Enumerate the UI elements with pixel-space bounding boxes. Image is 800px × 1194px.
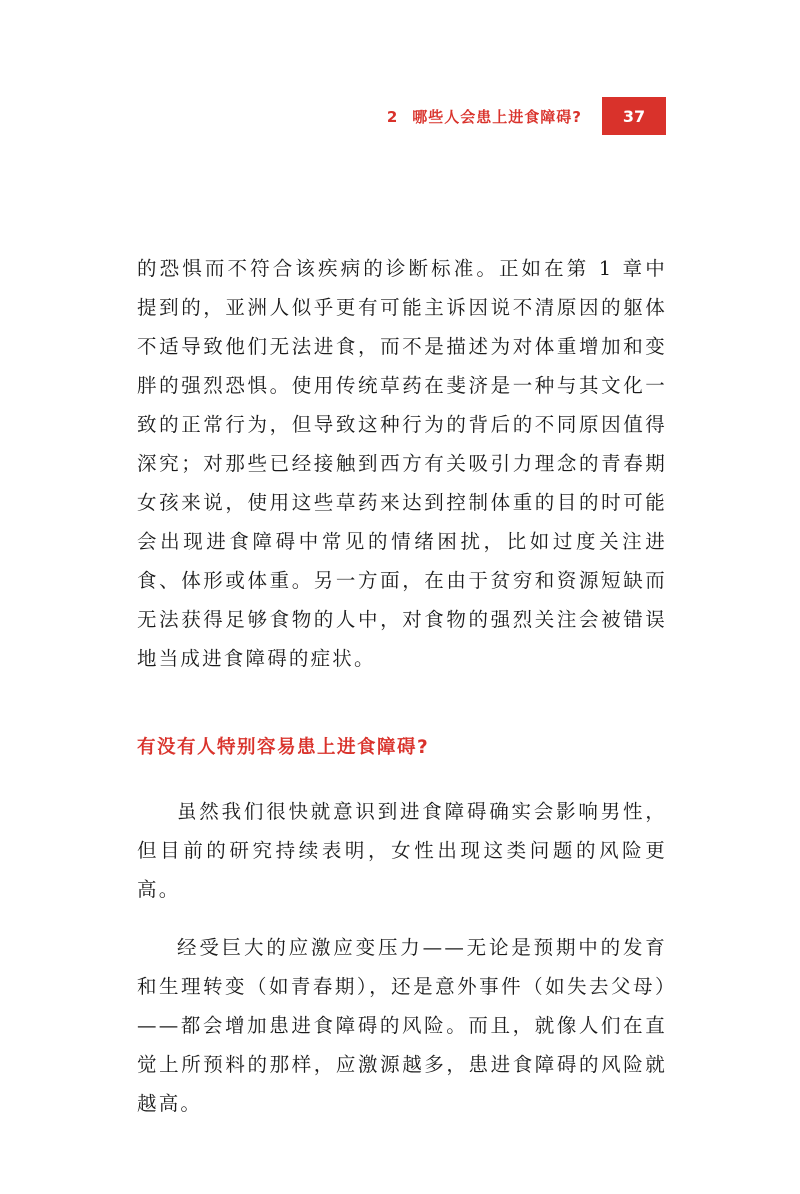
section-paragraph-2: 经受巨大的应激应变压力——无论是预期中的发育和生理转变（如青春期），还是意外事件（如失去父母）——都会增加患进食障碍的风险。而且，就像人们在直觉上所预料的那样，应激源越多，患进食障碍的风险就越高。 [137, 936, 667, 1115]
chapter-title: 哪些人会患上进食障碍? [412, 107, 582, 126]
page-number: 37 [602, 97, 666, 135]
section-heading: 有没有人特别容易患上进食障碍? [137, 737, 430, 758]
section-paragraph-1: 虽然我们很快就意识到进食障碍确实会影响男性，但目前的研究持续表明，女性出现这类问题的风险更高。 [137, 800, 667, 901]
section-body [137, 792, 667, 1123]
body-text [137, 249, 667, 678]
continuation-paragraph: 的恐惧而不符合该疾病的诊断标准。正如在第 1 章中提到的，亚洲人似乎更有可能主诉因说不清原因的躯体不适导致他们无法进食，而不是描述为对体重增加和变胖的强烈恐惧。使用传统草药在斐济是一种与其文化一致的正常行为，但导致这种行为的背后的不同原因值得深究；对那些已经接触到西方有关吸引力理念的青春期女孩来说，使用这些草药来达到控制体重的目的时可能会出现进食障碍中常见的情绪困扰，比如过度关注进食、体形或体重。另一方面，在由于贫穷和资源短缺而无法获得足够食物的人中，对食物的强烈关注会被错误地当成进食障碍的症状。 [137, 257, 667, 670]
chapter-number: 2 [386, 107, 399, 126]
page-header [387, 97, 666, 135]
running-title [387, 106, 582, 127]
